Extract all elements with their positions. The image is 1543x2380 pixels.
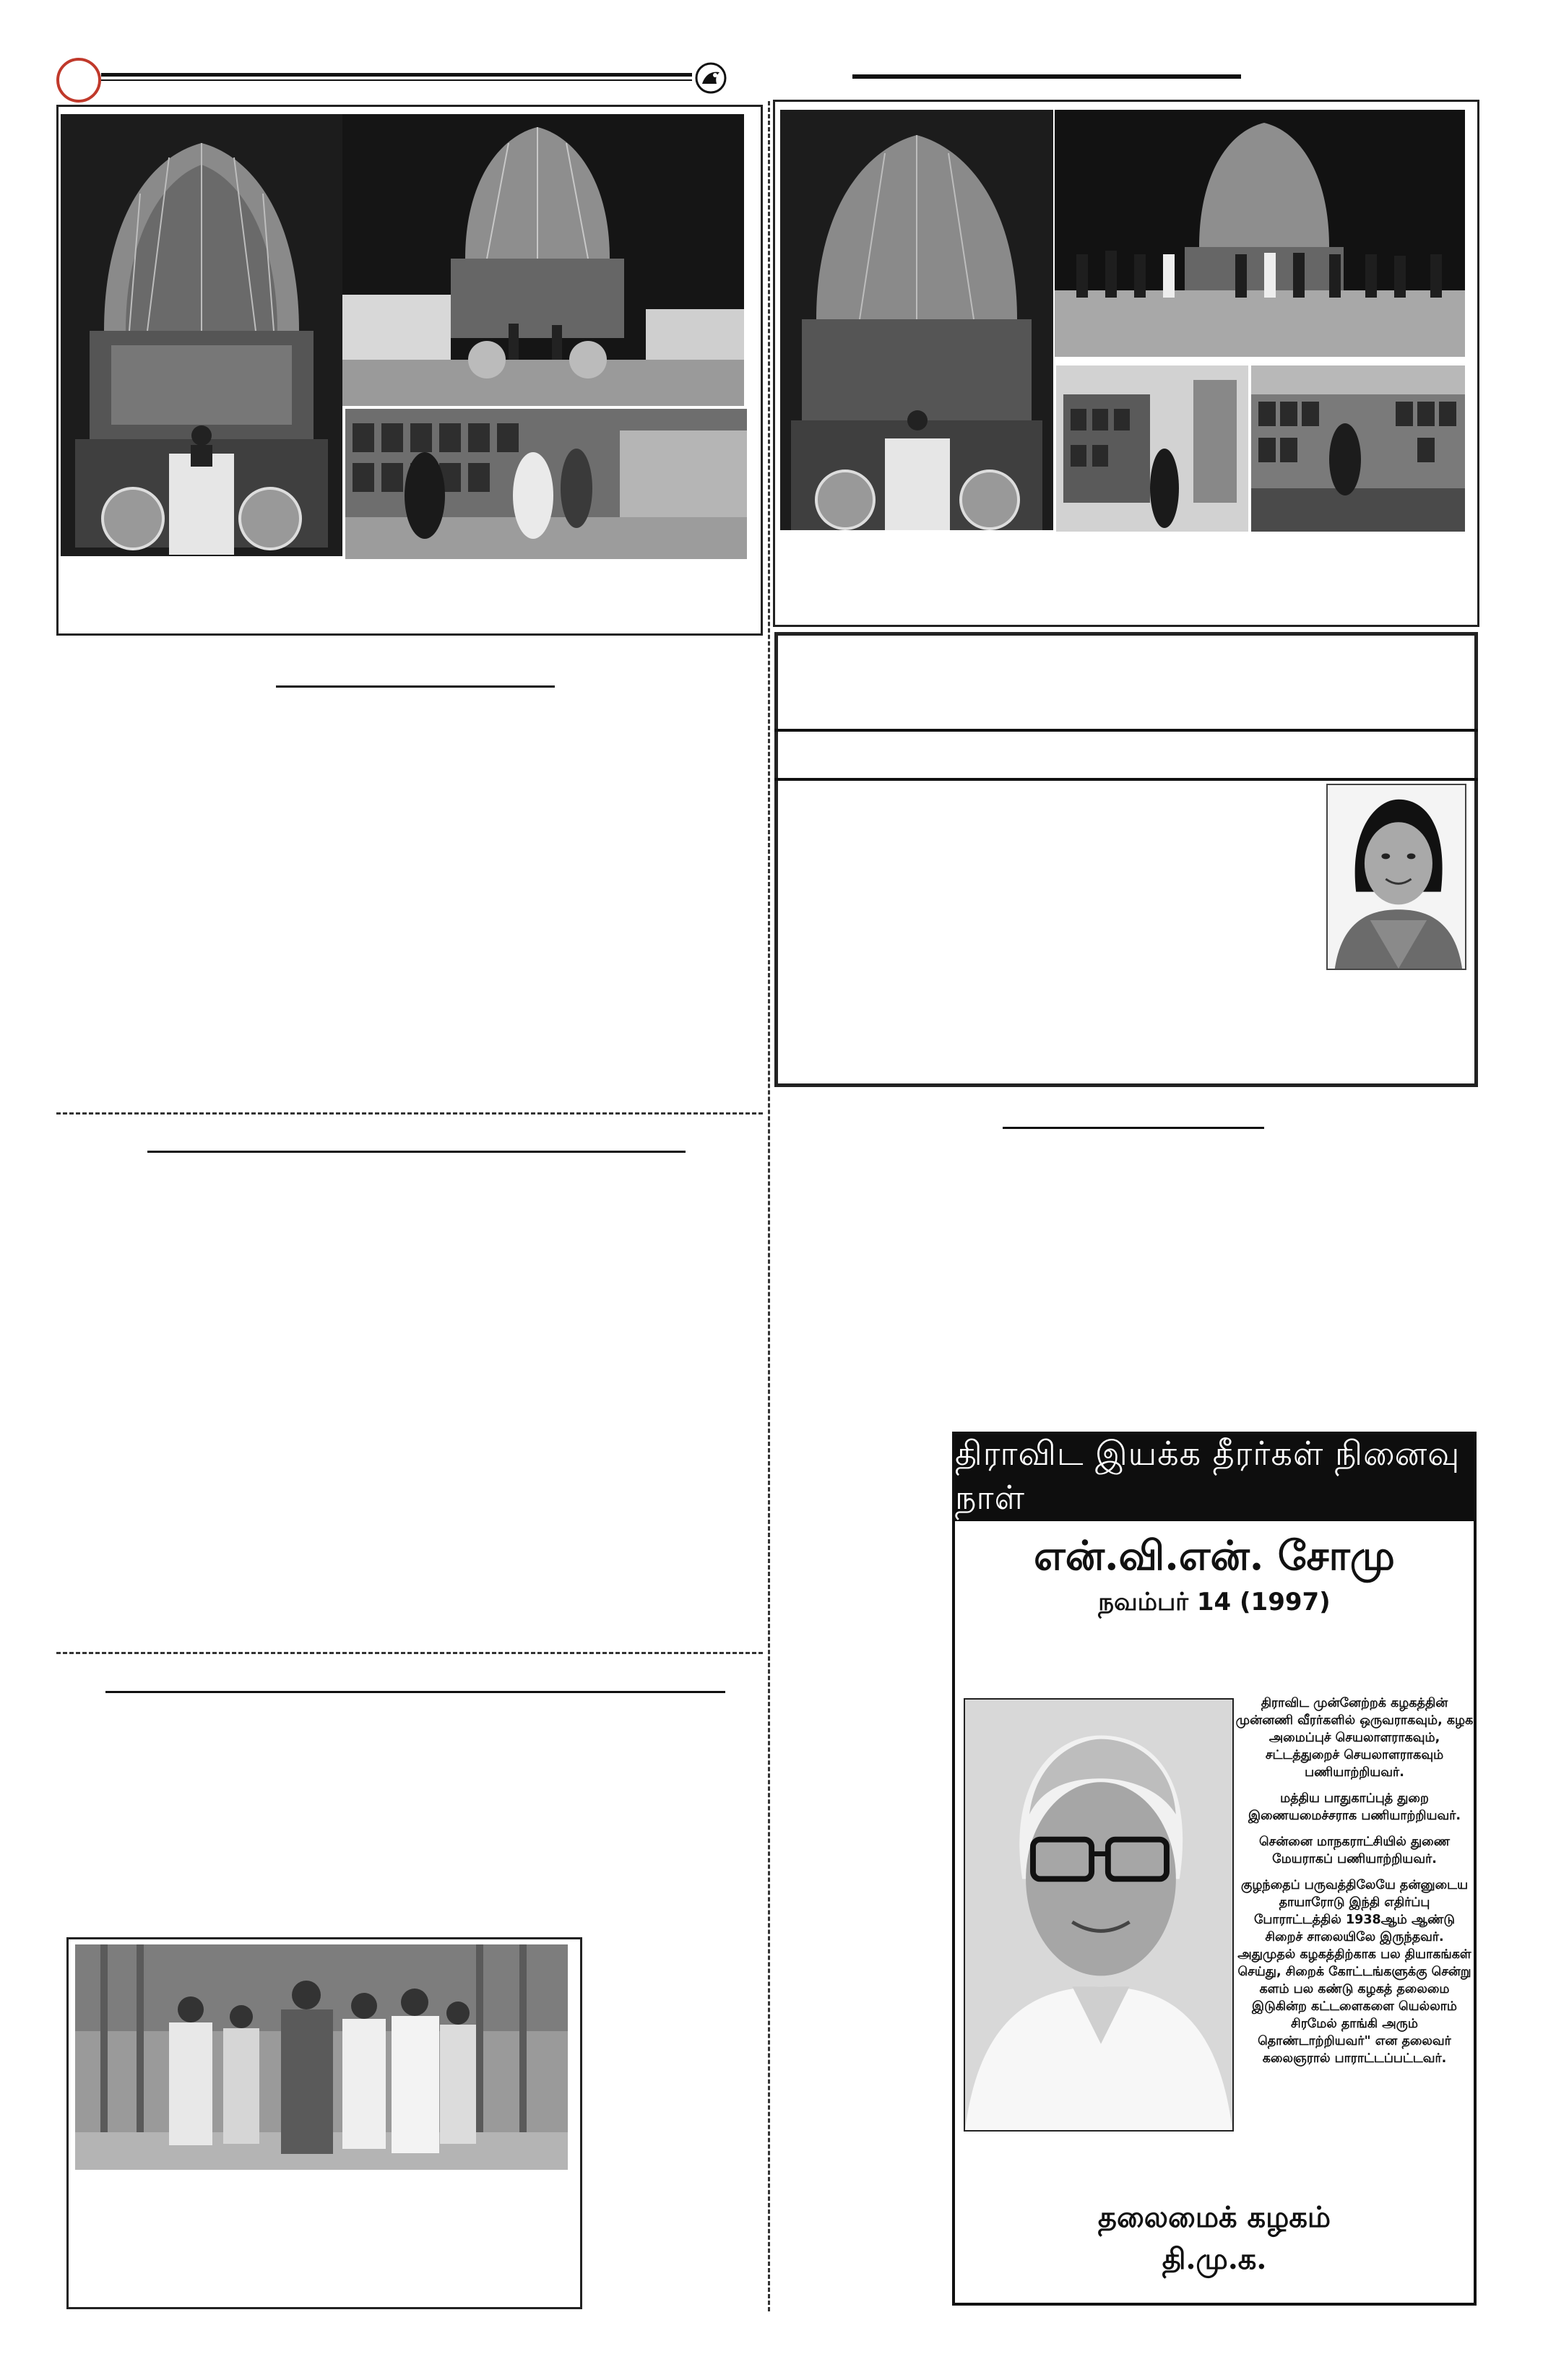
party-logo-icon <box>695 62 727 94</box>
masthead-rule-top <box>101 73 692 77</box>
right-feature-box-divider <box>774 729 1478 732</box>
photo-leaders-inspection <box>75 1944 568 2170</box>
column-divider <box>768 101 770 2311</box>
photo-chariot-speech-left <box>61 114 342 556</box>
signature-head-office: தலைமைக் கழகம் <box>1097 2200 1331 2234</box>
bio-paragraph: மத்திய பாதுகாப்புத் துறை இணையமைச்சராக பணியாற்றியவர். <box>1248 1791 1461 1823</box>
bio-paragraph: சென்னை மாநகராட்சியில் துணை மேயராகப் பணியாற்றியவர். <box>1259 1835 1450 1866</box>
left-section-divider-1 <box>56 1112 763 1115</box>
page-number-circle <box>56 58 101 103</box>
photo-stage-group <box>1055 110 1465 357</box>
photo-chariot-speech-right <box>780 110 1053 530</box>
right-header-rule <box>852 74 1241 79</box>
memorial-notice <box>952 1432 1477 2306</box>
bio-paragraph: திராவிட முன்னேற்றக் கழகத்தின் முன்னணி வீரர்களில் ஒருவராகவும், கழக அமைப்புச் செயலாளராகவும், சட்டத்துறைச் செயலாளராகவும் பணியாற்றியவர். <box>1235 1696 1474 1780</box>
masthead-rule-bottom <box>101 79 692 81</box>
photo-chariot-night-stage <box>342 114 744 406</box>
memorial-notice-date: நவம்பர் 14 (1997) <box>1098 1588 1331 1617</box>
memorial-notice-bio <box>1235 1695 1474 2076</box>
portrait-somu <box>964 1698 1234 2132</box>
signature-party: தி.மு.க. <box>1162 2242 1267 2276</box>
right-section-rule <box>1003 1127 1264 1129</box>
portrait-woman <box>1326 784 1466 970</box>
photo-book-stall-right-b <box>1251 365 1465 532</box>
left-section-divider-2 <box>56 1652 763 1654</box>
memorial-notice-name: என்.வி.என். சோமு <box>1034 1532 1395 1580</box>
photo-book-stall-left <box>345 409 747 559</box>
left-section-rule-2 <box>147 1151 686 1153</box>
photo-book-stall-right-a <box>1056 365 1248 532</box>
left-section-rule-3 <box>105 1691 725 1693</box>
bio-paragraph: குழந்தைப் பருவத்திலேயே தன்னுடைய தாயாரோடு இந்தி எதிர்ப்பு போராட்டத்தில் 1938ஆம் ஆண்டு சிறைச் சாலையிலே இருந்தவர். அதுமுதல் கழகத்திற்காக பல தியாகங்கள் செய்து, சிறைக் கோட்டங்களுக்கு சென்று களம் பல கண்டு கழகத் தலைமை இடுகின்ற கட்டளைகளை யெல்லாம் சிரமேல் தாங்கி அரும் தொண்டாற்றியவர்" என தலைவர் கலைஞரால் பாராட்டப்பட்டவர். <box>1237 1878 1471 2066</box>
memorial-notice-heading: திராவிட இயக்க தீரர்கள் நினைவு நாள் <box>955 1435 1474 1521</box>
left-section-rule-1 <box>276 685 555 688</box>
right-feature-box-divider-2 <box>774 778 1478 781</box>
